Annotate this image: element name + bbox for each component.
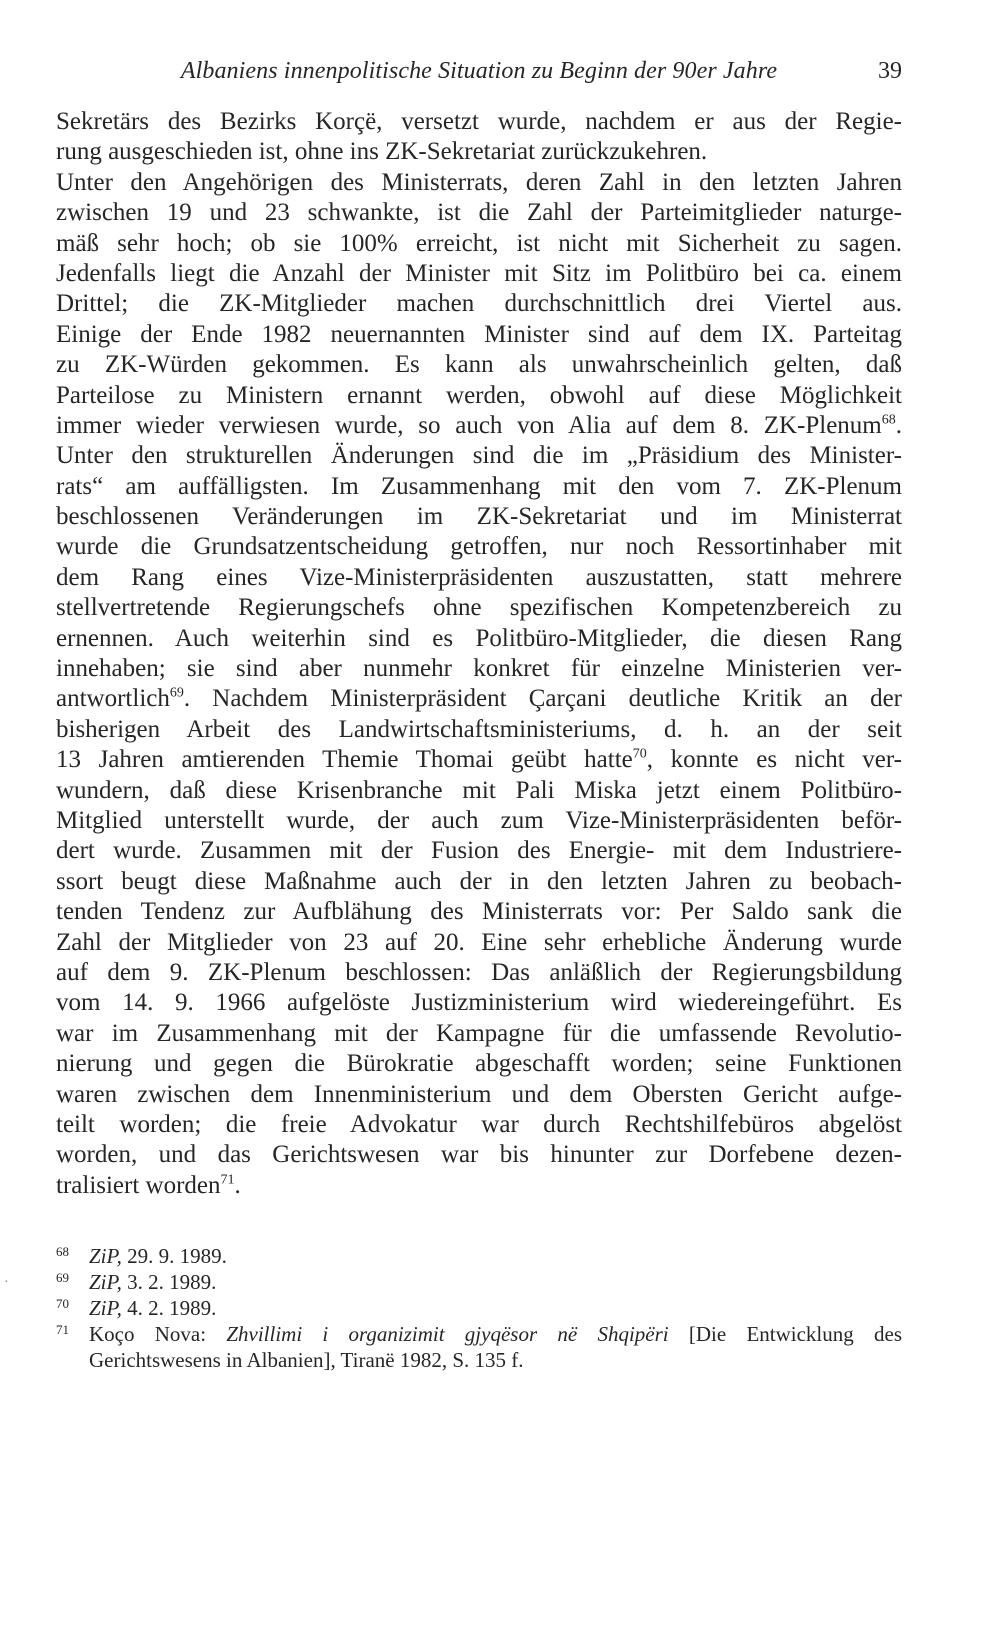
text-segment: wurde die Grundsatzentscheidung getroffen, nur noch Ressortinhaber mit bbox=[56, 533, 902, 561]
text-line bbox=[56, 928, 902, 958]
text-segment: Mitglied unterstellt wurde, der auch zum Vize-Ministerpräsidenten beför- bbox=[56, 806, 902, 834]
page-number: 39 bbox=[878, 58, 902, 84]
text-segment: . bbox=[234, 1171, 241, 1199]
footnote-source: ZiP, bbox=[89, 1296, 122, 1320]
text-segment: rung ausgeschieden ist, ohne ins ZK-Sekretariat zurückzukehren. bbox=[56, 138, 708, 166]
text-segment: auf dem 9. ZK-Plenum beschlossen: Das anläßlich der Regierungsbildung bbox=[56, 958, 902, 986]
text-segment: mäß sehr hoch; ob sie 100% erreicht, ist nicht mit Sicherheit zu sagen. bbox=[56, 229, 902, 257]
text-segment: teilt worden; die freie Advokatur war durch Rechtshilfebüros abgelöst bbox=[56, 1110, 902, 1138]
text-line bbox=[56, 1110, 902, 1140]
text-segment: Sekretärs des Bezirks Korçë, versetzt wurde, nachdem er aus der Regie- bbox=[56, 108, 902, 135]
text-line bbox=[56, 867, 902, 897]
footnote-68 bbox=[56, 1243, 902, 1269]
text-segment: war im Zusammenhang mit der Kampagne für die umfassende Revolutio- bbox=[56, 1019, 902, 1047]
text-line bbox=[56, 320, 902, 350]
text-segment: Einige der Ende 1982 neuernannten Minister sind auf dem IX. Parteitag bbox=[56, 320, 902, 348]
text-line bbox=[56, 1049, 902, 1079]
running-title: Albaniens innenpolitische Situation zu Beginn der 90er Jahre bbox=[180, 58, 778, 84]
text-segment: Jedenfalls liegt die Anzahl der Minister mit Sitz im Politbüro bei ca. einem bbox=[56, 259, 902, 287]
text-segment: . Nachdem Ministerpräsident Çarçani deutliche Kritik an der bbox=[183, 685, 902, 713]
text-line bbox=[56, 1171, 902, 1201]
text-segment: waren zwischen dem Innenministerium und dem Obersten Gericht aufge- bbox=[56, 1080, 902, 1108]
text-segment: antwortlich bbox=[56, 685, 170, 713]
text-segment: ssort beugt diese Maßnahme auch der in den letzten Jahren zu beobach- bbox=[56, 867, 902, 895]
text-segment: rats“ am auffälligsten. Im Zusammenhang mit den vom 7. ZK-Plenum bbox=[56, 472, 902, 500]
footnote-number: 68 bbox=[56, 1244, 69, 1259]
text-line bbox=[56, 1080, 902, 1110]
footnote-number: 70 bbox=[56, 1296, 69, 1311]
text-line bbox=[56, 198, 902, 228]
body-text bbox=[56, 107, 902, 1201]
text-segment: zwischen 19 und 23 schwankte, ist die Zahl der Parteimitglieder naturge- bbox=[56, 199, 902, 227]
footnote-ref: 71 bbox=[220, 1172, 235, 1188]
text-segment: worden, und das Gerichtswesen war bis hinunter zur Dorfebene dezen- bbox=[56, 1141, 902, 1169]
footnote-title: Zhvillimi i organizimit gjyqësor në Shqipëri bbox=[226, 1322, 669, 1346]
text-segment: stellvertretende Regierungschefs ohne spezifischen Kompetenzbereich zu bbox=[56, 594, 902, 622]
text-line bbox=[56, 381, 902, 411]
text-line bbox=[56, 776, 902, 806]
margin-dot: · bbox=[4, 1275, 9, 1290]
text-segment: ernennen. Auch weiterhin sind es Politbüro-Mitglieder, die diesen Rang bbox=[56, 624, 902, 652]
footnote-author: Koço Nova: bbox=[89, 1322, 227, 1346]
text-segment: 13 Jahren amtierenden Themie Thomai geübt hatte bbox=[56, 746, 633, 774]
text-line bbox=[56, 897, 902, 927]
footnote-number: 69 bbox=[56, 1270, 69, 1285]
text-segment: tralisiert worden bbox=[56, 1171, 221, 1199]
text-segment: Drittel; die ZK-Mitglieder machen durchschnittlich drei Viertel aus. bbox=[56, 290, 902, 318]
text-line bbox=[56, 259, 902, 289]
text-line bbox=[56, 958, 902, 988]
footnote-source: ZiP, bbox=[89, 1244, 122, 1268]
text-line bbox=[56, 1019, 902, 1049]
footnote-date: 29. 9. 1989. bbox=[121, 1244, 227, 1268]
text-segment: beschlossenen Veränderungen im ZK-Sekretariat und im Ministerrat bbox=[56, 503, 902, 531]
text-segment: immer wieder verwiesen wurde, so auch von Alia auf dem 8. ZK-Plenum bbox=[56, 411, 882, 439]
footnote-date: 4. 2. 1989. bbox=[121, 1296, 217, 1320]
text-line bbox=[56, 624, 902, 654]
text-line bbox=[56, 563, 902, 593]
footnote-70 bbox=[56, 1295, 902, 1321]
footnote-line bbox=[89, 1321, 902, 1347]
text-segment: nierung und gegen die Bürokratie abgeschafft worden; seine Funktionen bbox=[56, 1050, 902, 1078]
text-line bbox=[56, 441, 902, 471]
text-line bbox=[56, 137, 902, 167]
text-segment: tenden Tendenz zur Aufblähung des Ministerrats vor: Per Saldo sank die bbox=[56, 898, 902, 926]
text-segment: Unter den strukturellen Änderungen sind die im „Präsidium des Minister- bbox=[56, 442, 902, 470]
footnote-69 bbox=[56, 1269, 902, 1295]
text-segment: . bbox=[895, 411, 902, 439]
text-segment: Parteilose zu Ministern ernannt werden, obwohl auf diese Möglichkeit bbox=[56, 381, 902, 409]
page-header bbox=[56, 58, 902, 98]
text-line bbox=[56, 502, 902, 532]
footnote-date: 3. 2. 1989. bbox=[121, 1270, 217, 1294]
text-line bbox=[56, 350, 902, 380]
text-line bbox=[56, 472, 902, 502]
text-line bbox=[56, 593, 902, 623]
text-line bbox=[56, 836, 902, 866]
text-segment: zu ZK-Würden gekommen. Es kann als unwahrscheinlich gelten, daß bbox=[56, 351, 902, 379]
text-line bbox=[56, 229, 902, 259]
text-segment: dem Rang eines Vize-Ministerpräsidenten auszustatten, statt mehrere bbox=[56, 563, 902, 591]
footnote-ref: 70 bbox=[632, 746, 647, 762]
footnote-translation: [Die Entwicklung des bbox=[668, 1322, 903, 1346]
text-segment: vom 14. 9. 1966 aufgelöste Justizministerium wird wiedereingeführt. Es bbox=[56, 989, 902, 1017]
text-line bbox=[56, 654, 902, 684]
text-line bbox=[56, 168, 902, 198]
text-line bbox=[56, 532, 902, 562]
text-line bbox=[56, 684, 902, 714]
footnote-number: 71 bbox=[56, 1322, 69, 1337]
text-line bbox=[56, 715, 902, 745]
text-line bbox=[56, 988, 902, 1018]
text-line bbox=[56, 745, 902, 775]
text-segment: , konnte es nicht ver- bbox=[646, 746, 902, 774]
text-line bbox=[56, 107, 902, 137]
text-segment: bisherigen Arbeit des Landwirtschaftsministeriums, d. h. an der seit bbox=[56, 715, 902, 743]
footnote-line: Gerichtswesens in Albanien], Tiranë 1982, S. 135 f. bbox=[89, 1348, 524, 1372]
footnote-ref: 68 bbox=[881, 412, 896, 428]
text-line bbox=[56, 411, 902, 441]
footnote-ref: 69 bbox=[169, 686, 184, 702]
text-segment: innehaben; sie sind aber nunmehr konkret für einzelne Ministerien ver- bbox=[56, 655, 902, 683]
text-line bbox=[56, 1140, 902, 1170]
text-segment: dert wurde. Zusammen mit der Fusion des Energie- mit dem Industriere- bbox=[56, 837, 902, 865]
footnote-71 bbox=[56, 1321, 902, 1373]
footnotes bbox=[56, 1243, 902, 1373]
text-segment: wundern, daß diese Krisenbranche mit Pali Miska jetzt einem Politbüro- bbox=[56, 776, 902, 804]
text-segment: Unter den Angehörigen des Ministerrats, deren Zahl in den letzten Jahren bbox=[56, 168, 902, 196]
text-line bbox=[56, 806, 902, 836]
text-line bbox=[56, 289, 902, 319]
text-segment: Zahl der Mitglieder von 23 auf 20. Eine sehr erhebliche Änderung wurde bbox=[56, 928, 902, 956]
footnote-source: ZiP, bbox=[89, 1270, 122, 1294]
